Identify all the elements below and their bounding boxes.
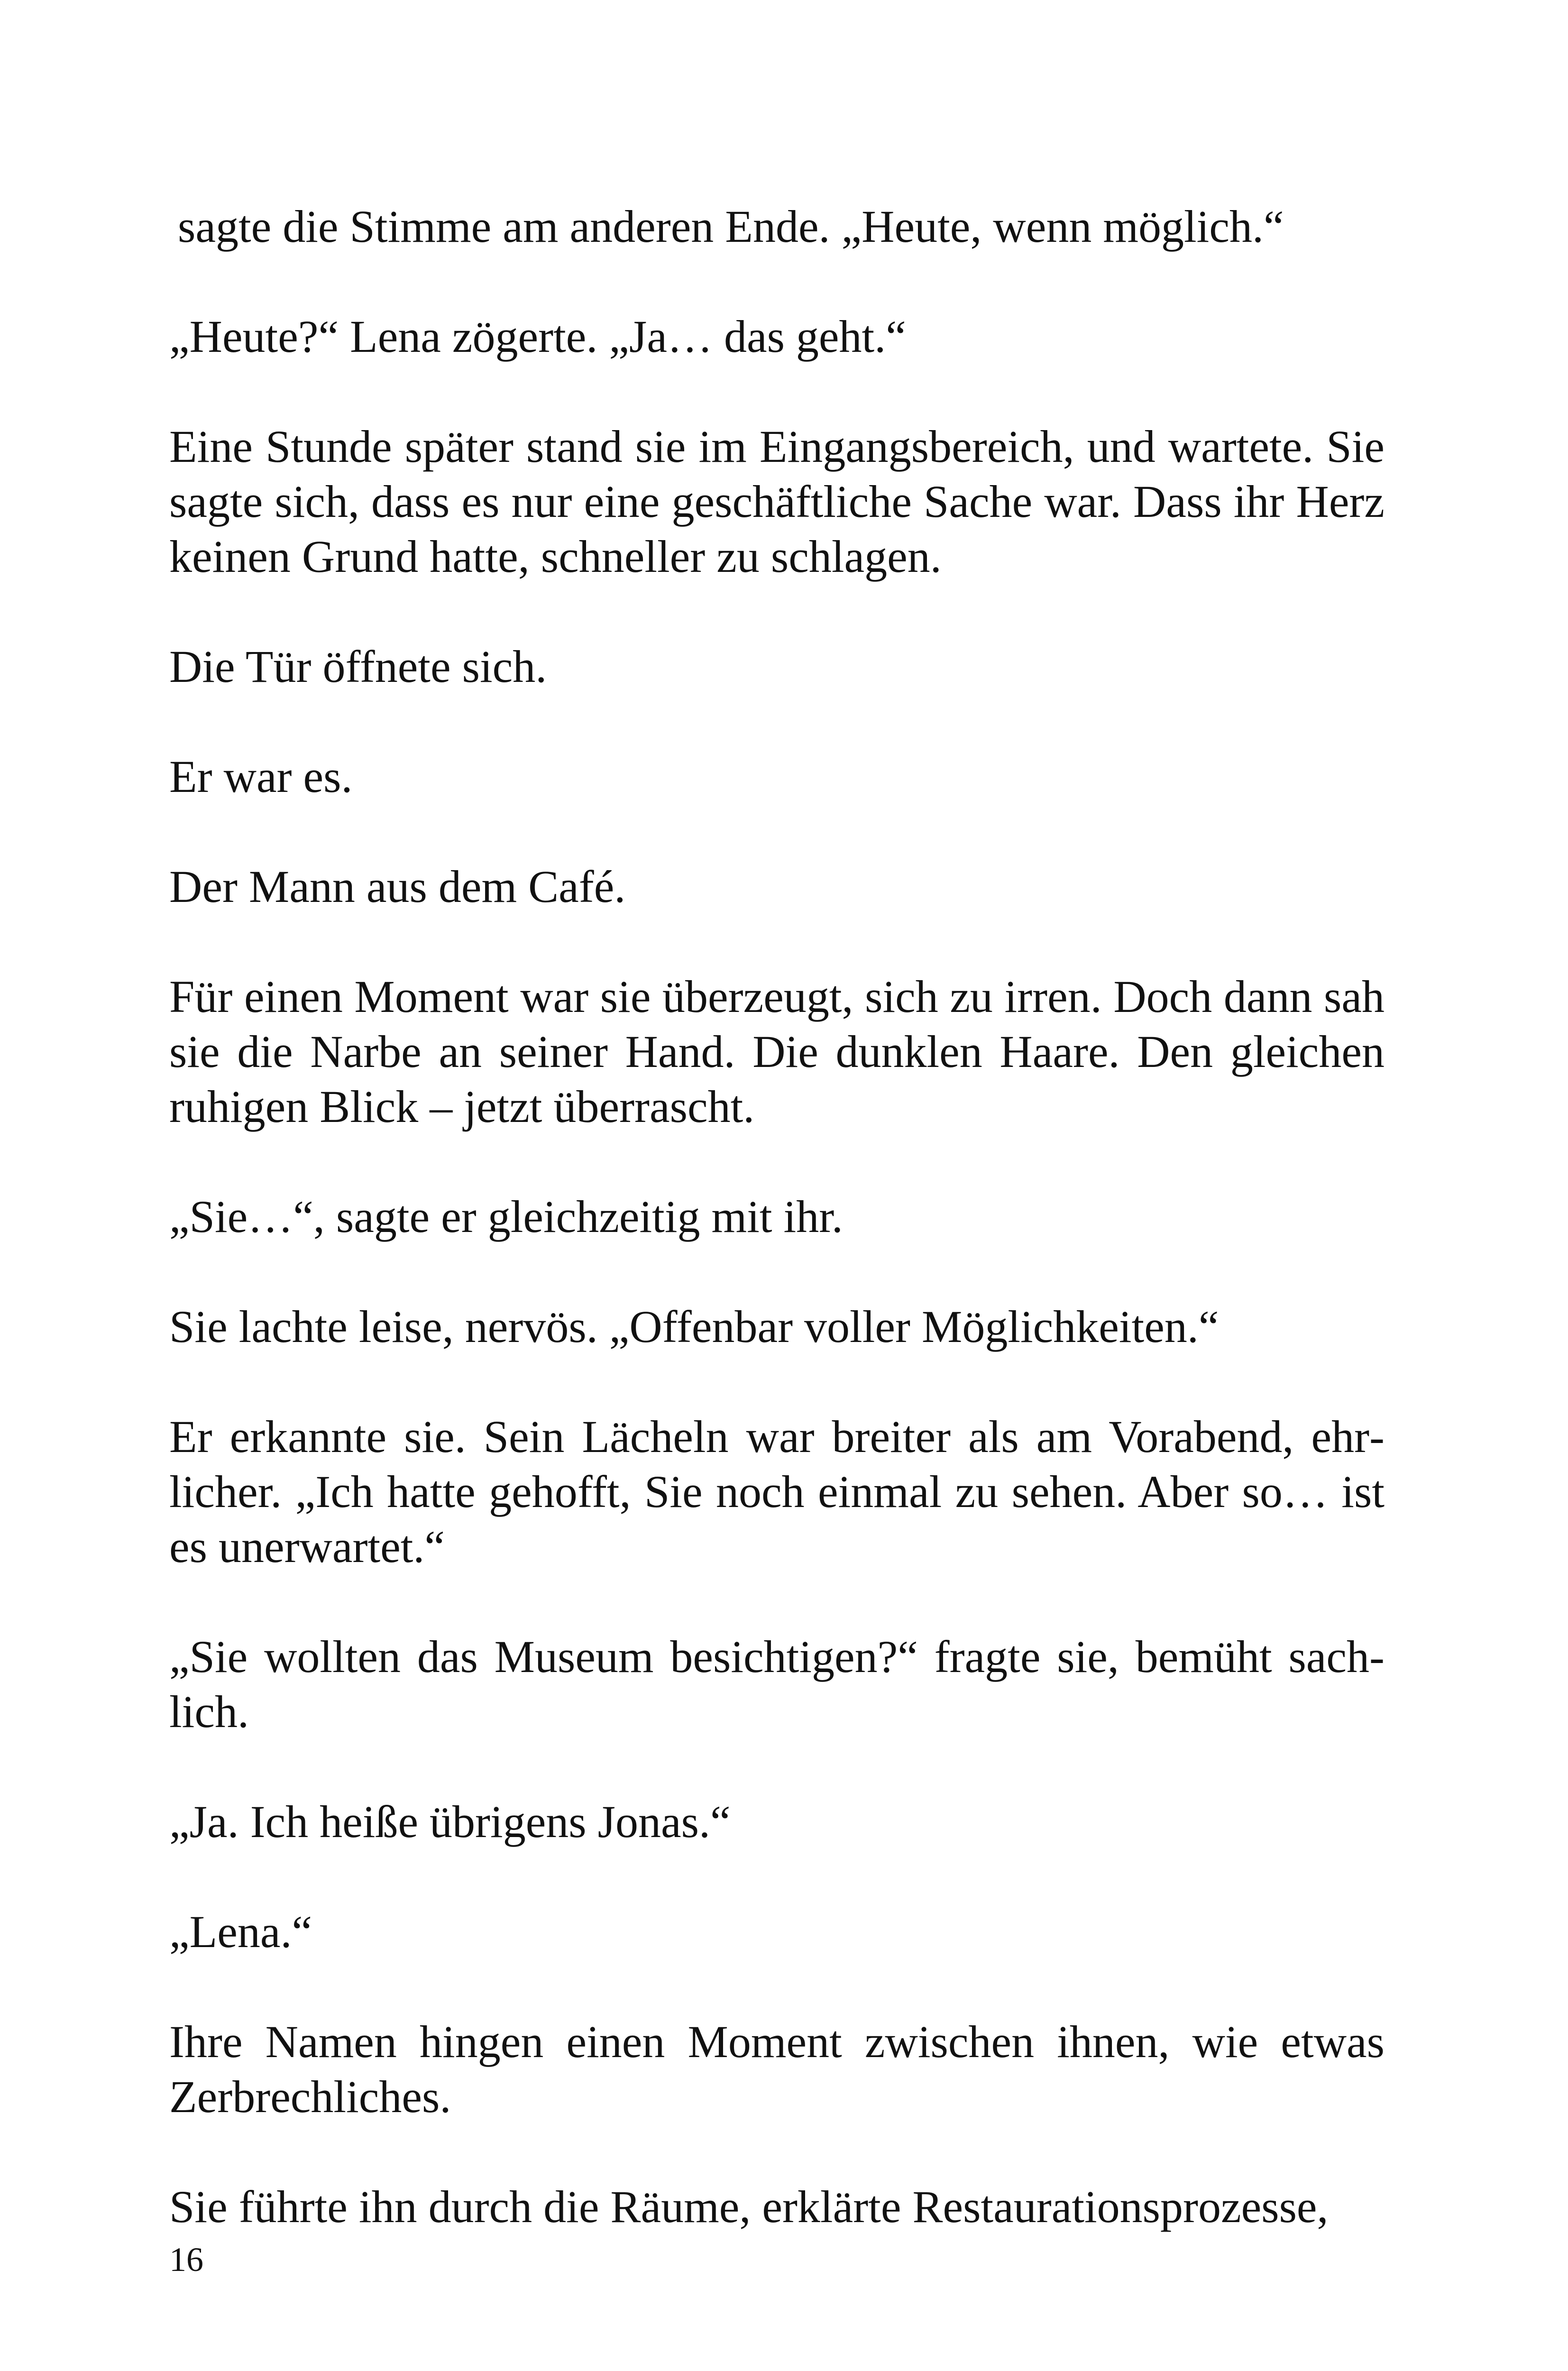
paragraph-2: „Heute?“ Lena zögerte. „Ja… das geht.“ (169, 311, 906, 362)
paragraph-4: Die Tür öffnete sich. (169, 641, 547, 692)
body-text (169, 199, 1385, 2289)
paragraph-13: „Lena.“ (169, 1906, 312, 1957)
paragraph-14: Ihre Namen hingen einen Moment zwischen ihnen, wie etwas Zerbrechliches. (169, 2016, 1385, 2122)
paragraph-10: Er erkannte sie. Sein Lächeln war breiter als am Vorabend, ehrlicher. „Ich hatte gehofft, Sie noch einmal zu sehen. Aber so… ist es unerwartet.“ (169, 1411, 1385, 1572)
paragraph-9: Sie lachte leise, nervös. „Offenbar voller Möglichkeiten.“ (169, 1301, 1219, 1352)
paragraph-8: „Sie…“, sagte er gleichzeitig mit ihr. (169, 1191, 843, 1242)
paragraph-5: Er war es. (169, 751, 353, 802)
paragraph-12: „Ja. Ich heiße übrigens Jonas.“ (169, 1796, 731, 1847)
paragraph-7: Für einen Moment war sie überzeugt, sich zu irren. Doch dann sah sie die Narbe an seiner Hand. Die dunklen Haare. Den gleichen ruhigen Blick – jetzt überrascht. (169, 971, 1385, 1132)
paragraph-3: Eine Stunde später stand sie im Eingangsbereich, und wartete. Sie sagte sich, dass es nur eine geschäftliche Sache war. Dass ihr Herz keinen Grund hatte, schneller zu schlagen. (169, 421, 1385, 582)
paragraph-6: Der Mann aus dem Café. (169, 861, 626, 912)
paragraph-15: Sie führte ihn durch die Räume, erklärte Restaurationsprozesse, (169, 2181, 1329, 2232)
page-number: 16 (169, 2241, 203, 2279)
paragraph-1: sagte die Stimme am anderen Ende. „Heute, wenn möglich.“ (178, 201, 1284, 252)
paragraph-11: „Sie wollten das Museum besichtigen?“ fragte sie, bemüht sachlich. (169, 1631, 1385, 1737)
